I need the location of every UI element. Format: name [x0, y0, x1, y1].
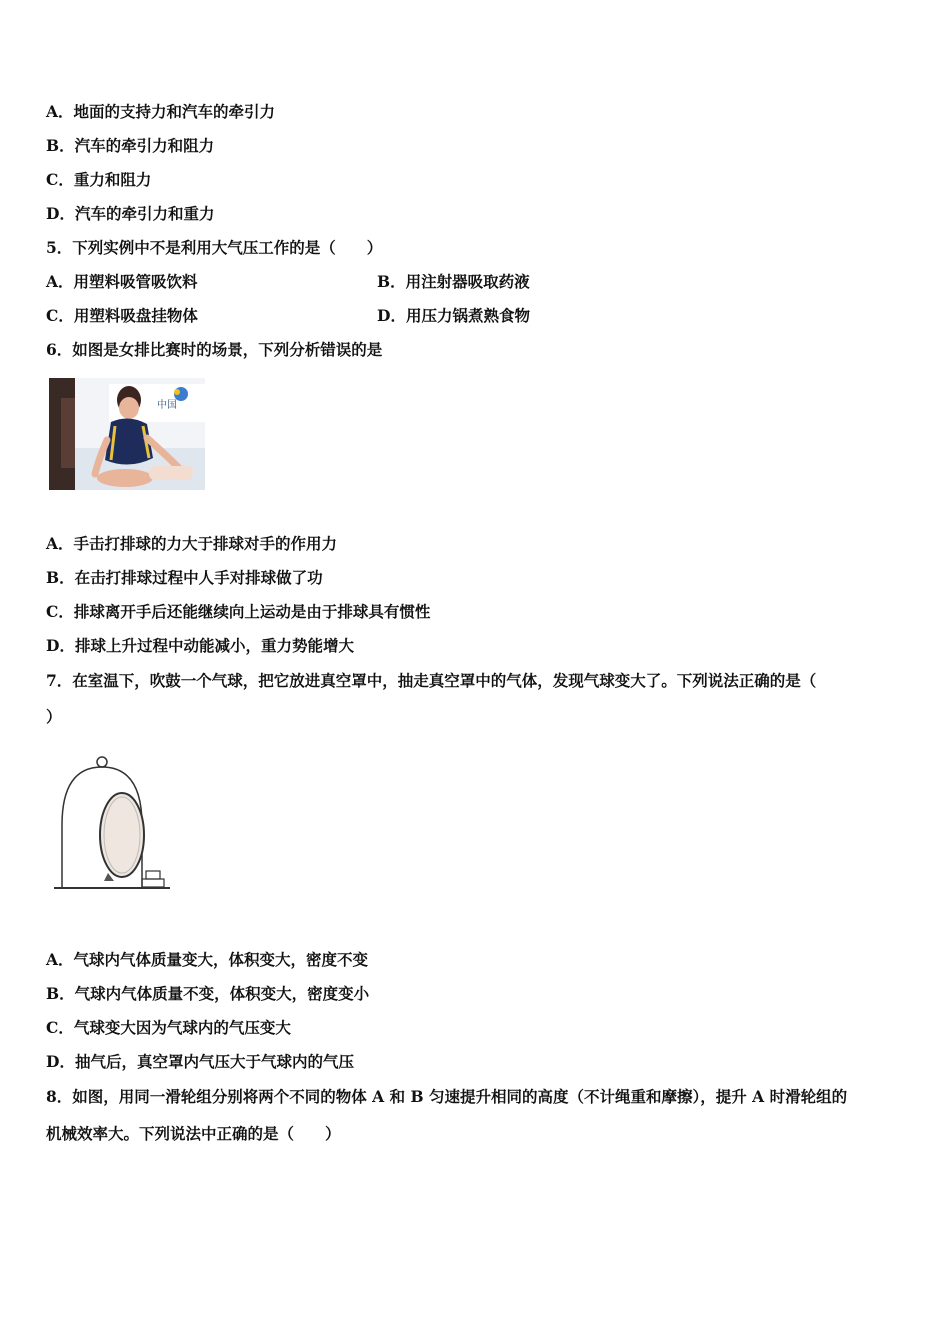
q7-stem-line1: 7．在室温下，吹鼓一个气球，把它放进真空罩中，抽走真空罩中的气体，发现气球变大了。下列说法正确的是（	[46, 671, 817, 690]
q5-stem: 5．下列实例中不是利用大气压工作的是（ ）	[46, 238, 383, 257]
q5-option-b: B．用注射器吸取药液	[377, 272, 530, 291]
q4-option-d: D．汽车的牵引力和重力	[46, 204, 215, 223]
q6-option-a: A．手击打排球的力大于排球对手的作用力	[46, 534, 338, 553]
q4-option-a: A．地面的支持力和汽车的牵引力	[46, 102, 276, 121]
q6-stem: 6．如图是女排比赛时的场景，下列分析错误的是	[46, 340, 383, 359]
q5-option-d: D．用压力锅煮熟食物	[377, 306, 530, 325]
q4-option-c: C．重力和阻力	[46, 170, 152, 189]
q6-option-d: D．排球上升过程中动能减小，重力势能增大	[46, 636, 354, 655]
q6-option-c: C．排球离开手后还能继续向上运动是由于排球具有惯性	[46, 602, 431, 621]
q7-option-a: A．气球内气体质量变大，体积变大，密度不变	[46, 950, 369, 969]
q7-option-c: C．气球变大因为气球内的气压变大	[46, 1018, 291, 1037]
q7-option-b: B．气球内气体质量不变，体积变大，密度变小	[46, 984, 370, 1003]
q7-stem-line2: ）	[46, 707, 62, 726]
q5-option-a: A．用塑料吸管吸饮料	[46, 272, 198, 291]
q5-option-c: C．用塑料吸盘挂物体	[46, 306, 198, 325]
q8-stem-line1: 8．如图，用同一滑轮组分别将两个不同的物体 A 和 B 匀速提升相同的高度（不计绳重和摩擦），提升 A 时滑轮组的	[46, 1087, 848, 1106]
q4-option-b: B．汽车的牵引力和阻力	[46, 136, 215, 155]
q7-option-d: D．抽气后，真空罩内气压大于气球内的气压	[46, 1052, 354, 1071]
q6-option-b: B．在击打排球过程中人手对排球做了功	[46, 568, 323, 587]
svg-text:中国: 中国	[157, 400, 177, 411]
q8-stem-line2: 机械效率大。下列说法中正确的是（ ）	[46, 1124, 341, 1143]
volleyball-player-photo	[49, 378, 205, 490]
vacuum-jar-balloon-figure	[52, 755, 172, 897]
